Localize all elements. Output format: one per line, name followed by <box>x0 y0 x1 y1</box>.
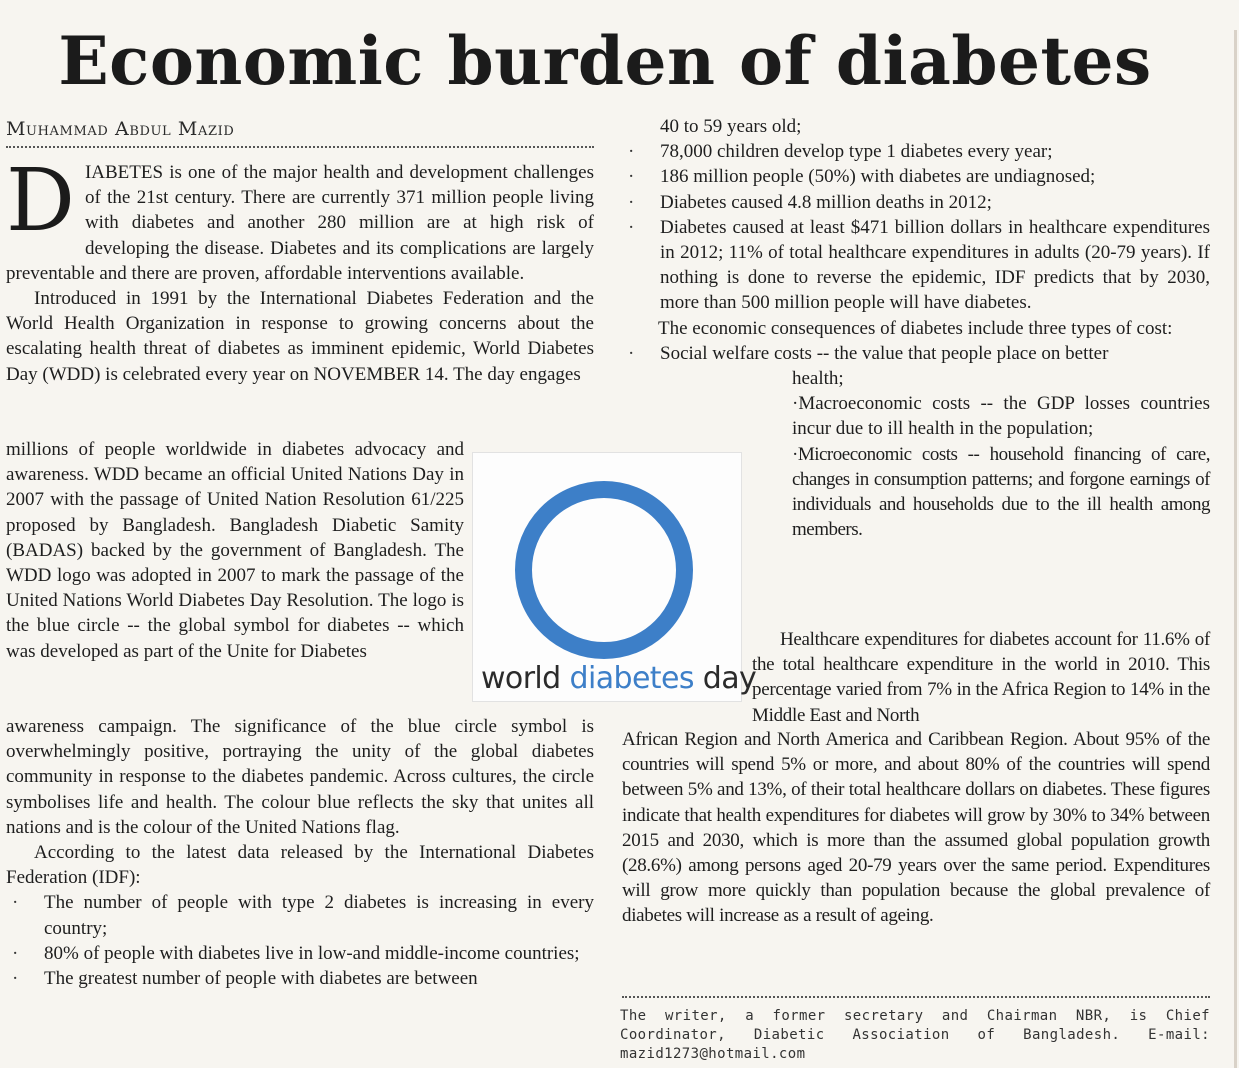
idf-intro-paragraph: According to the latest data released by the International Diabetes Federation (IDF): <box>6 842 594 889</box>
list-item: · The greatest number of people with diabetes are between <box>6 966 594 991</box>
logo-word-world: world <box>481 661 561 696</box>
cost-types-paragraph: The economic consequences of diabetes include three types of cost: <box>658 317 1173 339</box>
drop-cap: D <box>6 151 75 251</box>
list-item: · 186 million people (50%) with diabetes are undiagnosed; <box>622 164 1210 189</box>
cost-item-social-continued: health; <box>792 368 844 390</box>
byline: Muhammad Abdul Mazid <box>6 118 235 140</box>
logo-word-day: day <box>702 661 757 696</box>
right-column-top <box>622 114 1210 542</box>
right-column-narrow <box>752 627 1210 728</box>
cost-item-social: · Social welfare costs -- the value that people place on better <box>622 341 1210 366</box>
byline-divider <box>6 146 594 148</box>
wdd-paragraph-continued: millions of people worldwide in diabetes advocacy and awareness. WDD became an official United Nations Day in 2007 with the passage of United Nation Resolution 61/225 proposed by Bangladesh. Bangladesh Diabetic Samity (BADAS) backed by the government of Bangladesh. The WDD logo was adopted in 2007 to mark the passage of the United Nations World Diabetes Day Resolution. The logo is the blue circle -- the global symbol for diabetes -- which was developed as part of the Unite for Diabetes <box>6 439 464 662</box>
author-credit: The writer, a former secretary and Chairman NBR, is Chief Coordinator, Diabetic Association of Bangladesh. E-mail: mazid1273@hotmail.com <box>620 1008 1210 1062</box>
list-item: · Diabetes caused at least $471 billion dollars in healthcare expenditures in 2012; 11% of total healthcare expenditures in adults (20-79 years). If nothing is done to reverse the epidemic, IDF predicts that by 2030, more than 500 million people will have diabetes. <box>622 215 1210 316</box>
healthcare-paragraph: Healthcare expenditures for diabetes account for 11.6% of the total healthcare expenditure in the world in 2010. This percentage varied from 7% in the Africa Region to 14% in the Middle East and North <box>752 629 1210 726</box>
intro-paragraph: IABETES is one of the major health and development challenges of the 21st century. There are currently 371 million people living with diabetes and another 280 million are at high risk of developing the disease. Diabetes and its complications are largely preventable and there are proven, affordable interventions available. <box>6 162 594 284</box>
blue-circle-paragraph: awareness campaign. The significance of the blue circle symbol is overwhelmingly positive, portraying the unity of the global diabetes community in response to the diabetes pandemic. Across cultures, the circle symbolises life and health. The colour blue reflects the sky that unites all nations and is the colour of the United Nations flag. <box>6 716 594 838</box>
right-column-bottom <box>622 727 1210 929</box>
page-edge <box>1234 30 1237 1068</box>
left-column-top <box>6 151 594 387</box>
list-item: · Diabetes caused 4.8 million deaths in 2012; <box>622 190 1210 215</box>
list-item: · 78,000 children develop type 1 diabetes every year; <box>622 139 1210 164</box>
cost-item-micro: ·Microeconomic costs -- household financing of care, changes in consumption patterns; and forgone earnings of individuals and households due to the ill health among members. <box>792 443 1210 541</box>
footer-divider <box>622 996 1210 998</box>
headline: Economic burden of diabetes <box>58 22 1152 100</box>
left-column-bottom <box>6 714 594 991</box>
logo-wordmark <box>481 661 756 696</box>
list-item-continued: 40 to 59 years old; <box>660 116 802 137</box>
list-item: · 80% of people with diabetes live in low-and middle-income countries; <box>6 941 594 966</box>
logo-word-diabetes: diabetes <box>569 661 694 696</box>
wdd-paragraph: Introduced in 1991 by the International Diabetes Federation and the World Health Organization in response to growing concerns about the escalating health threat of diabetes as imminent epidemic, World Diabetes Day (WDD) is celebrated every year on NOVEMBER 14. The day engages <box>6 288 594 385</box>
list-item: · The number of people with type 2 diabetes is increasing in every country; <box>6 890 594 940</box>
left-column-narrow <box>6 437 464 664</box>
healthcare-paragraph-continued: African Region and North America and Caribbean Region. About 95% of the countries will spend 5% or more, and about 80% of the countries will spend between 5% and 13%, of their total healthcare dollars on diabetes. These figures indicate that health expenditures for diabetes will grow by 30% to 34% between 2015 and 2030, which is more than the assumed global population growth (28.6%) among persons aged 20-79 years over the same period. Expenditures will grow more quickly than population because the global prevalence of diabetes will increase as a result of ageing. <box>622 729 1210 927</box>
cost-item-macro: ·Macroeconomic costs -- the GDP losses countries incur due to ill health in the population; <box>792 393 1210 440</box>
